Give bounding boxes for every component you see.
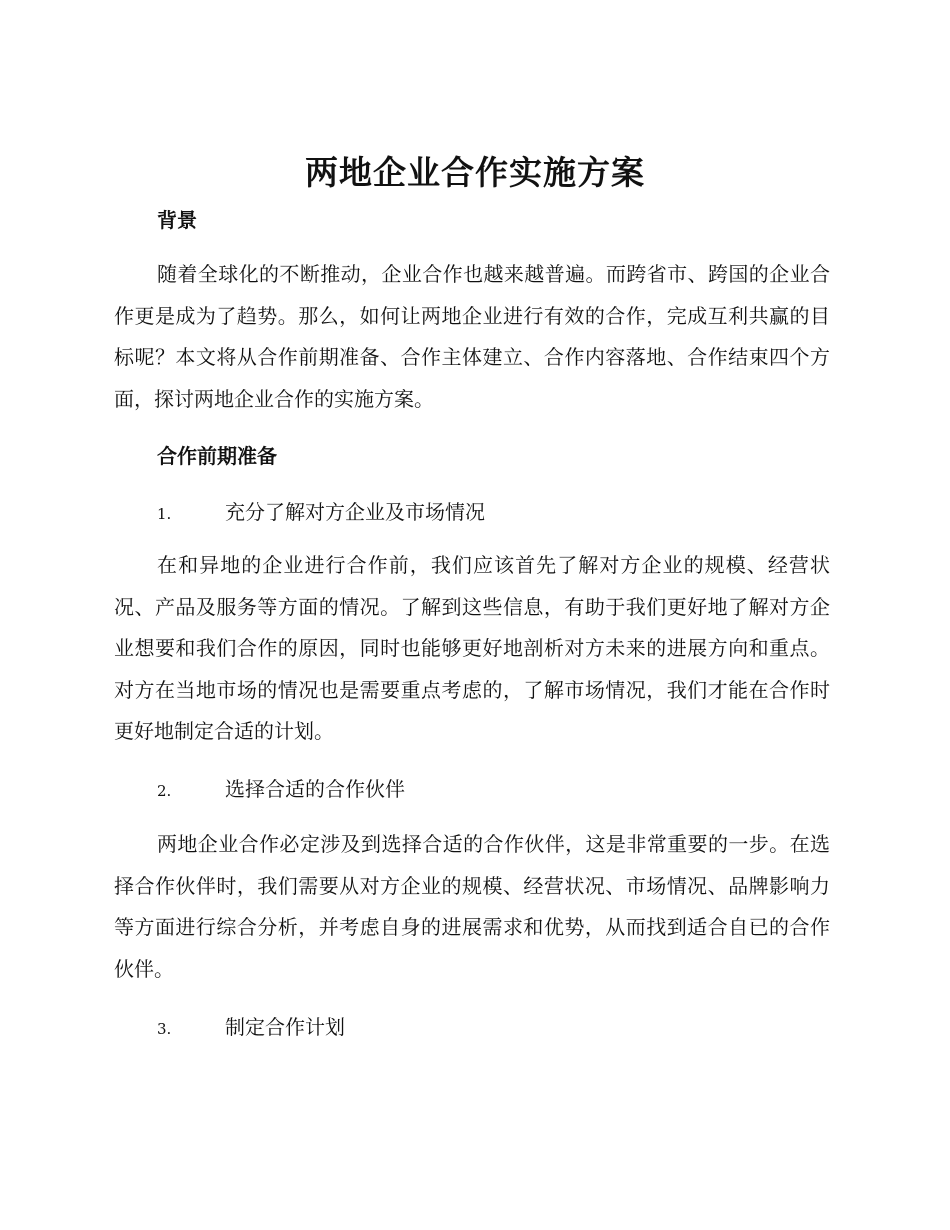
list-item-2 [157, 774, 405, 806]
section-heading-preparation: 合作前期准备 [157, 444, 277, 468]
list-item-title: 充分了解对方企业及市场情况 [225, 500, 485, 524]
list-item-title: 制定合作计划 [225, 1015, 345, 1039]
list-number: 1. [157, 505, 172, 523]
background-paragraph: 随着全球化的不断推动，企业合作也越来越普遍。而跨省市、跨国的企业合作更是成为了趋势。那么，如何让两地企业进行有效的合作，完成互利共赢的目标呢？本文将从合作前期准备、合作主体建立、合作内容落地、合作结束四个方面，探讨两地企业合作的实施方案。 [114, 262, 830, 411]
item-1-paragraph: 在和异地的企业进行合作前，我们应该首先了解对方企业的规模、经营状况、产品及服务等方面的情况。了解到这些信息，有助于我们更好地了解对方企业想要和我们合作的原因，同时也能够更好地剖析对方未来的进展方向和重点。对方在当地市场的情况也是需要重点考虑的，了解市场情况，我们才能在合作时更好地制定合适的计划。 [114, 553, 830, 743]
item-2-paragraph: 两地企业合作必定涉及到选择合适的合作伙伴，这是非常重要的一步。在选择合作伙伴时，我们需要从对方企业的规模、经营状况、市场情况、品牌影响力等方面进行综合分析，并考虑自身的进展需求和优势，从而找到适合自已的合作伙伴。 [114, 832, 830, 981]
list-item-3 [157, 1012, 345, 1044]
list-item-title: 选择合适的合作伙伴 [225, 777, 405, 801]
list-item-1 [157, 497, 485, 529]
document-title: 两地企业合作实施方案 [305, 153, 645, 192]
list-number: 3. [157, 1020, 172, 1038]
section-heading-background: 背景 [157, 208, 197, 232]
list-number: 2. [157, 782, 172, 800]
